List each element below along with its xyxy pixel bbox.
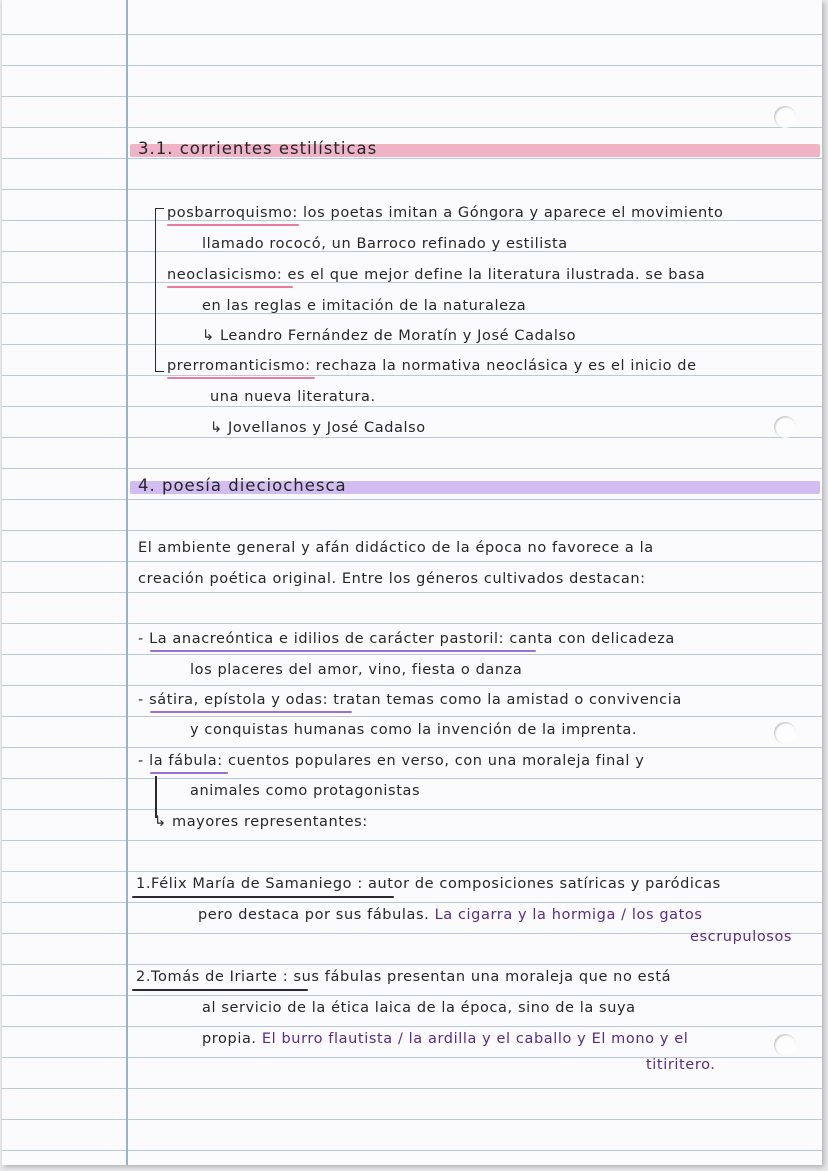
binder-hole-4	[774, 1034, 796, 1056]
item-prerromanticismo: prerromanticismo: rechaza la normativa neoclásica y es el inicio de	[167, 358, 697, 374]
prerromanticismo-authors-row	[210, 420, 426, 436]
arrow-icon: ↳	[154, 814, 167, 830]
fabula-representantes-row	[154, 814, 368, 830]
neoclasicismo-text-1: es el que mejor define la literatura ilustrada. se basa	[287, 267, 706, 283]
fabula-text-3: mayores representantes:	[171, 814, 368, 830]
iriarte-text-2: al servicio de la ética laica de la época, sino de la suya	[202, 1000, 636, 1016]
bracket-corrientes	[155, 208, 164, 372]
posbarroquismo-text-2: llamado rococó, un Barroco refinado y estilista	[202, 236, 568, 252]
anacreontica-text-2: los placeres del amor, vino, fiesta o danza	[190, 662, 523, 678]
item-neoclasicismo: neoclasicismo: es el que mejor define la literatura ilustrada. se basa	[167, 267, 706, 283]
item-posbarroquismo: posbarroquismo: los poetas imitan a Góngora y aparece el movimiento	[167, 205, 724, 221]
satira-text-1: tratan temas como la amistad o convivencia	[333, 692, 682, 708]
term-anacreontica: La anacreóntica e idilios de carácter pastoril	[149, 631, 499, 647]
samaniego-line-2	[198, 907, 703, 923]
anacreontica-text-1: canta con delicadeza	[509, 631, 675, 647]
underline-satira	[150, 711, 352, 713]
neoclasicismo-text-2: en las reglas e imitación de la naturaleza	[202, 298, 527, 314]
margin-line	[126, 0, 128, 1165]
term-neoclasicismo: neoclasicismo	[167, 267, 277, 283]
underline-prerromanticismo	[167, 377, 315, 379]
iriarte-line-3	[202, 1031, 688, 1047]
binder-hole-2	[774, 416, 796, 438]
binder-hole-1	[774, 106, 796, 128]
term-fabula: la fábula	[149, 753, 218, 769]
genre-anacreontica: - La anacreóntica e idilios de carácter pastoril: canta con delicadeza	[138, 631, 675, 647]
iriarte-text-3: propia.	[202, 1031, 257, 1047]
author-name-iriarte: Tomás de Iriarte	[151, 969, 278, 985]
intro-line-1: El ambiente general y afán didáctico de la época no favorece a la	[138, 540, 654, 556]
section-heading-poesia: 4. poesía dieciochesca	[138, 476, 347, 495]
neoclasicismo-authors: Leandro Fernández de Moratín y José Cadalso	[219, 328, 577, 344]
prerromanticismo-authors: Jovellanos y José Cadalso	[227, 420, 426, 436]
section-heading-corrientes: 3.1. corrientes estilísticas	[138, 139, 378, 158]
intro-line-2: creación poética original. Entre los géneros cultivados destacan:	[138, 571, 646, 587]
iriarte-works-1: El burro flautista / la ardilla y el caballo y El mono y el	[261, 1031, 689, 1047]
neoclasicismo-authors-row	[202, 328, 576, 344]
term-posbarroquismo: posbarroquismo	[167, 205, 293, 221]
fabula-connector-line	[155, 776, 157, 818]
samaniego-works-1: La cigarra y la hormiga / los gatos	[434, 907, 703, 923]
underline-anacreontica	[150, 650, 536, 652]
fabula-text-1: cuentos populares en verso, con una moraleja final y	[228, 753, 645, 769]
underline-fabula	[150, 772, 228, 774]
underline-neoclasicismo	[167, 286, 293, 288]
author-name-samaniego: Félix María de Samaniego	[151, 876, 353, 892]
prerromanticismo-text-2: una nueva literatura.	[210, 389, 376, 405]
author-samaniego: 1.Félix María de Samaniego : autor de composiciones satíricas y paródicas	[136, 876, 721, 892]
iriarte-text-1: sus fábulas presentan una moraleja que no está	[293, 969, 672, 985]
iriarte-works-2: titiritero.	[646, 1057, 716, 1073]
underline-samaniego	[132, 896, 394, 898]
samaniego-works-2: escrupulosos	[690, 929, 793, 945]
arrow-icon: ↳	[202, 328, 215, 344]
genre-fabula: - la fábula: cuentos populares en verso, con una moraleja final y	[138, 753, 645, 769]
posbarroquismo-text-1: los poetas imitan a Góngora y aparece el movimiento	[303, 205, 724, 221]
prerromanticismo-text-1: rechaza la normativa neoclásica y es el inicio de	[315, 358, 697, 374]
notebook-page	[2, 0, 822, 1165]
underline-iriarte	[132, 989, 308, 991]
samaniego-text-2: pero destaca por sus fábulas.	[198, 907, 430, 923]
term-prerromanticismo: prerromanticismo	[167, 358, 306, 374]
author-iriarte: 2.Tomás de Iriarte : sus fábulas presentan una moraleja que no está	[136, 969, 672, 985]
underline-posbarroquismo	[167, 224, 299, 226]
satira-text-2: y conquistas humanas como la invención de la imprenta.	[190, 722, 638, 738]
term-satira: sátira, epístola y odas	[149, 692, 323, 708]
binder-hole-3	[774, 722, 796, 744]
fabula-text-2: animales como protagonistas	[190, 783, 421, 799]
samaniego-text-1: autor de composiciones satíricas y paródicas	[368, 876, 721, 892]
arrow-icon: ↳	[210, 420, 223, 436]
genre-satira: - sátira, epístola y odas: tratan temas como la amistad o convivencia	[138, 692, 682, 708]
